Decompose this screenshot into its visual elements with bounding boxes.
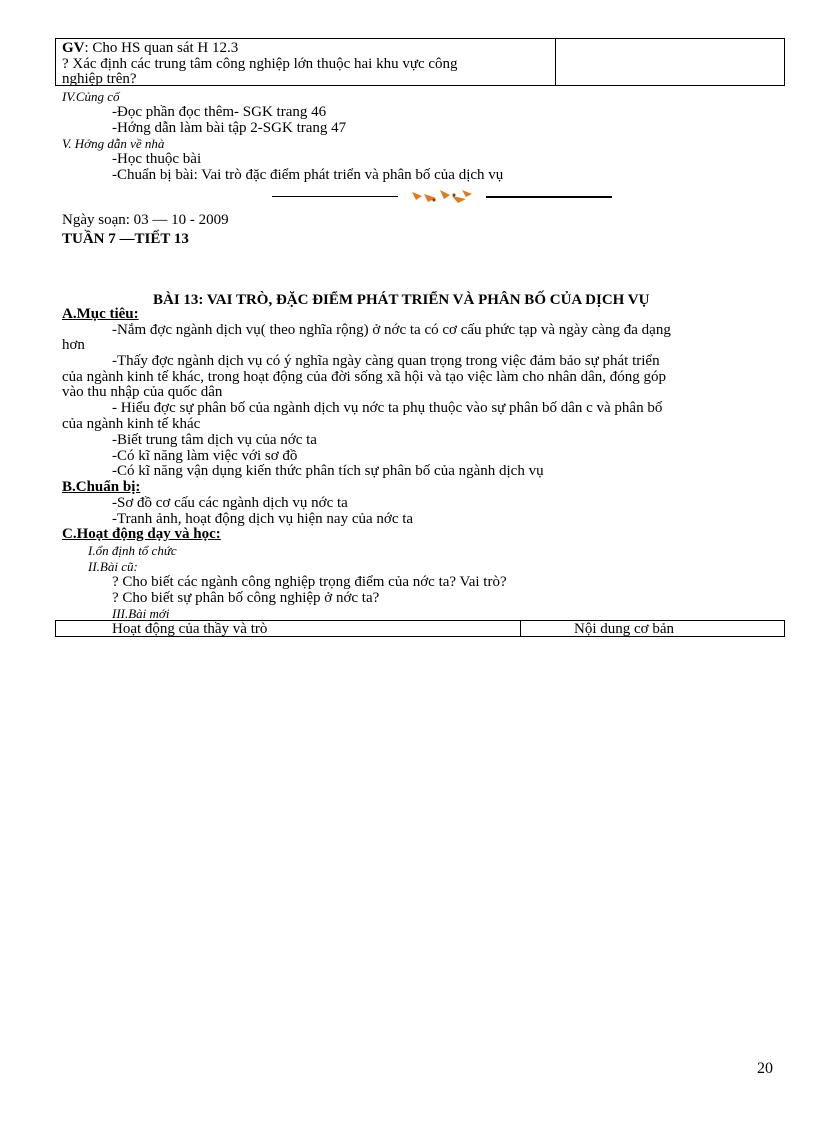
- page-number: 20: [757, 1060, 773, 1077]
- separator-line-left: [272, 196, 398, 197]
- preparation-line: -Sơ đồ cơ cấu các ngành dịch vụ nớc ta: [112, 495, 348, 511]
- section-a-heading: A.Mục tiêu:: [62, 306, 139, 322]
- section-iv-item-1: -Đọc phần đọc thêm- SGK trang 46: [112, 104, 327, 120]
- objective-line: -Có kĩ năng vận dụng kiến thức phân tích sự phân bố của ngành dịch vụ: [112, 463, 544, 479]
- column-header-activities: Hoạt động của thầy và trò: [112, 621, 268, 637]
- section-c-sub-1: I.ổn định tổ chức: [88, 543, 177, 558]
- question-line-2: nghiệp trên?: [62, 71, 137, 87]
- review-question: ? Cho biết sự phân bố công nghiệp ở nớc ta?: [112, 590, 380, 606]
- top-table: [55, 38, 785, 86]
- review-question: ? Cho biết các ngành công nghiệp trọng điểm của nớc ta? Vai trò?: [112, 574, 507, 590]
- column-header-content: Nội dung cơ bản: [574, 621, 674, 637]
- objective-line: -Nắm đợc ngành dịch vụ( theo nghĩa rộng) ở nớc ta có cơ cấu phức tạp và ngày càng đa dạng: [112, 322, 671, 338]
- preparation-line: -Tranh ảnh, hoạt động dịch vụ hiện nay của nớc ta: [112, 511, 414, 527]
- section-c-heading: C.Hoạt động dạy và học:: [62, 526, 221, 542]
- section-v-item-2: -Chuẩn bị bài: Vai trò đặc điểm phát triển và phân bố của dịch vụ: [112, 167, 504, 183]
- objective-line: vào thu nhập của quốc dân: [62, 384, 223, 400]
- section-v-heading: V. Hớng dẫn về nhà: [62, 136, 165, 151]
- teacher-instruction: GV: Cho HS quan sát H 12.3: [62, 40, 239, 56]
- lesson-title: BÀI 13: VAI TRÒ, ĐẶC ĐIỂM PHÁT TRIỂN VÀ PHÂN BỐ CỦA DỊCH VỤ: [153, 292, 650, 308]
- week-lesson: TUẦN 7 —TIẾT 13: [62, 231, 189, 247]
- objective-line: - Hiểu đợc sự phân bố của ngành dịch vụ nớc ta phụ thuộc vào sự phân bố dân c và phân bố: [112, 400, 663, 416]
- objective-line: hơn: [62, 337, 85, 353]
- activity-table-header: [55, 620, 785, 637]
- table-divider: [555, 39, 556, 85]
- section-c-sub-2: II.Bài cũ:: [88, 559, 138, 574]
- objective-line: -Biết trung tâm dịch vụ của nớc ta: [112, 432, 317, 448]
- gv-label: GV: [62, 40, 85, 56]
- section-v-item-1: -Học thuộc bài: [112, 151, 202, 167]
- objective-line: của ngành kinh tế khác, trong hoạt động của đời sống xã hội và tạo việc làm cho nhân dân, đóng góp: [62, 369, 667, 385]
- section-c-sub-3: III.Bài mới: [112, 606, 170, 621]
- objective-line: -Có kĩ năng làm việc với sơ đồ: [112, 448, 298, 464]
- section-iv-heading: IV.Củng cố: [62, 89, 120, 104]
- section-b-heading: B.Chuẩn bị:: [62, 479, 141, 495]
- section-iv-item-2: -Hớng dẫn làm bài tập 2-SGK trang 47: [112, 120, 347, 136]
- ornament-icon: [410, 186, 478, 206]
- objective-line: của ngành kinh tế khác: [62, 416, 201, 432]
- question-line-1: ? Xác định các trung tâm công nghiệp lớn thuộc hai khu vực công: [62, 56, 458, 72]
- table-divider: [520, 621, 521, 636]
- separator-line-right: [486, 196, 612, 198]
- prep-date: Ngày soạn: 03 — 10 - 2009: [62, 212, 229, 228]
- objective-line: -Thấy đợc ngành dịch vụ có ý nghĩa ngày càng quan trọng trong việc đảm bảo sự phát triển: [112, 353, 660, 369]
